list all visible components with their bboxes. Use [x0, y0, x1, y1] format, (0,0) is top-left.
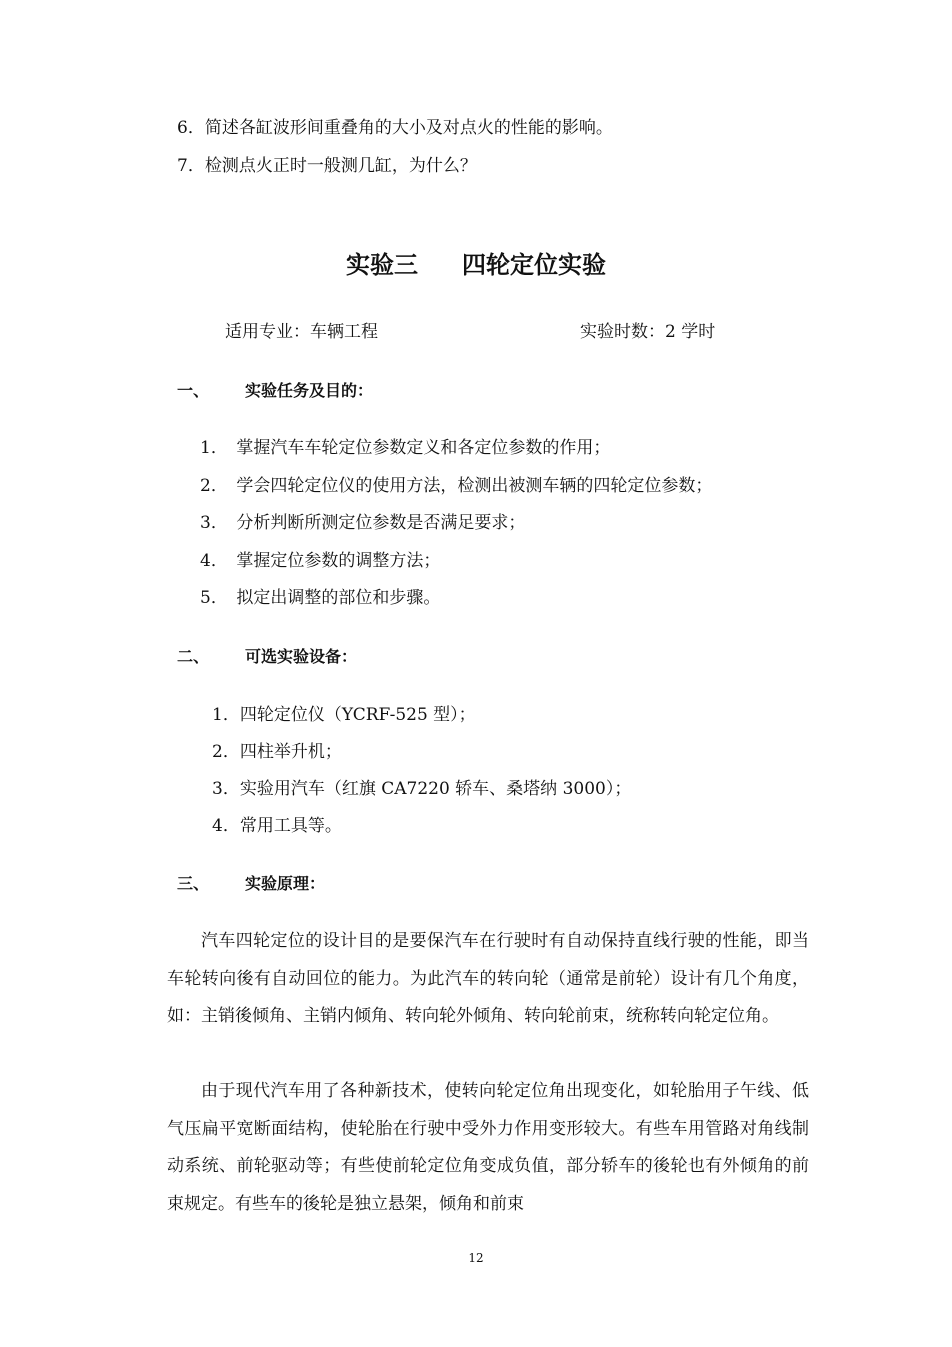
- list-item: 1．四轮定位仪（YCRF-525 型）；: [212, 705, 476, 725]
- experiment-name: 四轮定位实验: [462, 251, 606, 279]
- body-paragraph: 由于现代汽车用了各种新技术，使转向轮定位角出现变化，如轮胎用子午线、低气压扁平宽断面结构，使轮胎在行驶中受外力作用变形较大。有些车用管路对角线制动系统、前轮驱动等；有些使前轮定位角变成负值，部分轿车的後轮也有外倾角的前束规定。有些车的後轮是独立悬架，倾角和前束: [167, 1081, 809, 1214]
- body-paragraph: 汽车四轮定位的设计目的是要保汽车在行驶时有自动保持直线行驶的性能，即当车轮转向後有自动回位的能力。为此汽车的转向轮（通常是前轮）设计有几个角度，如：主销後倾角、主销内倾角、转向轮外倾角、转向轮前束，统称转向轮定位角。: [167, 931, 809, 1026]
- list-item: 1． 掌握汽车车轮定位参数定义和各定位参数的作用；: [200, 438, 611, 458]
- section-1-number: 一、: [177, 381, 210, 400]
- list-item: 2． 学会四轮定位仪的使用方法，检测出被测车辆的四轮定位参数；: [200, 476, 713, 496]
- experiment-number: 实验三: [346, 251, 418, 279]
- list-item: 4．常用工具等。: [212, 816, 342, 836]
- section-3-title: 实验原理：: [245, 874, 326, 893]
- section-2-title: 可选实验设备：: [245, 647, 358, 666]
- list-item: 5． 拟定出调整的部位和步骤。: [200, 588, 441, 608]
- section-3-number: 三、: [177, 874, 210, 893]
- list-item: 3． 分析判断所测定位参数是否满足要求；: [200, 513, 526, 533]
- question-6: 6．简述各缸波形间重叠角的大小及对点火的性能的影响。: [177, 118, 613, 138]
- list-item: 3．实验用汽车（红旗 CA7220 轿车、桑塔纳 3000）；: [212, 779, 632, 799]
- experiment-title: [0, 249, 952, 281]
- question-7: 7．检测点火正时一般测几缸，为什么？: [177, 156, 477, 176]
- list-item: 2．四柱举升机；: [212, 742, 342, 762]
- section-2-number: 二、: [177, 647, 210, 666]
- list-item: 4． 掌握定位参数的调整方法；: [200, 551, 441, 571]
- experiment-hours: 实验时数：2 学时: [580, 322, 716, 342]
- applicable-major: 适用专业：车辆工程: [225, 322, 378, 342]
- page-number: 12: [468, 1251, 484, 1265]
- section-1-title: 实验任务及目的：: [245, 381, 374, 400]
